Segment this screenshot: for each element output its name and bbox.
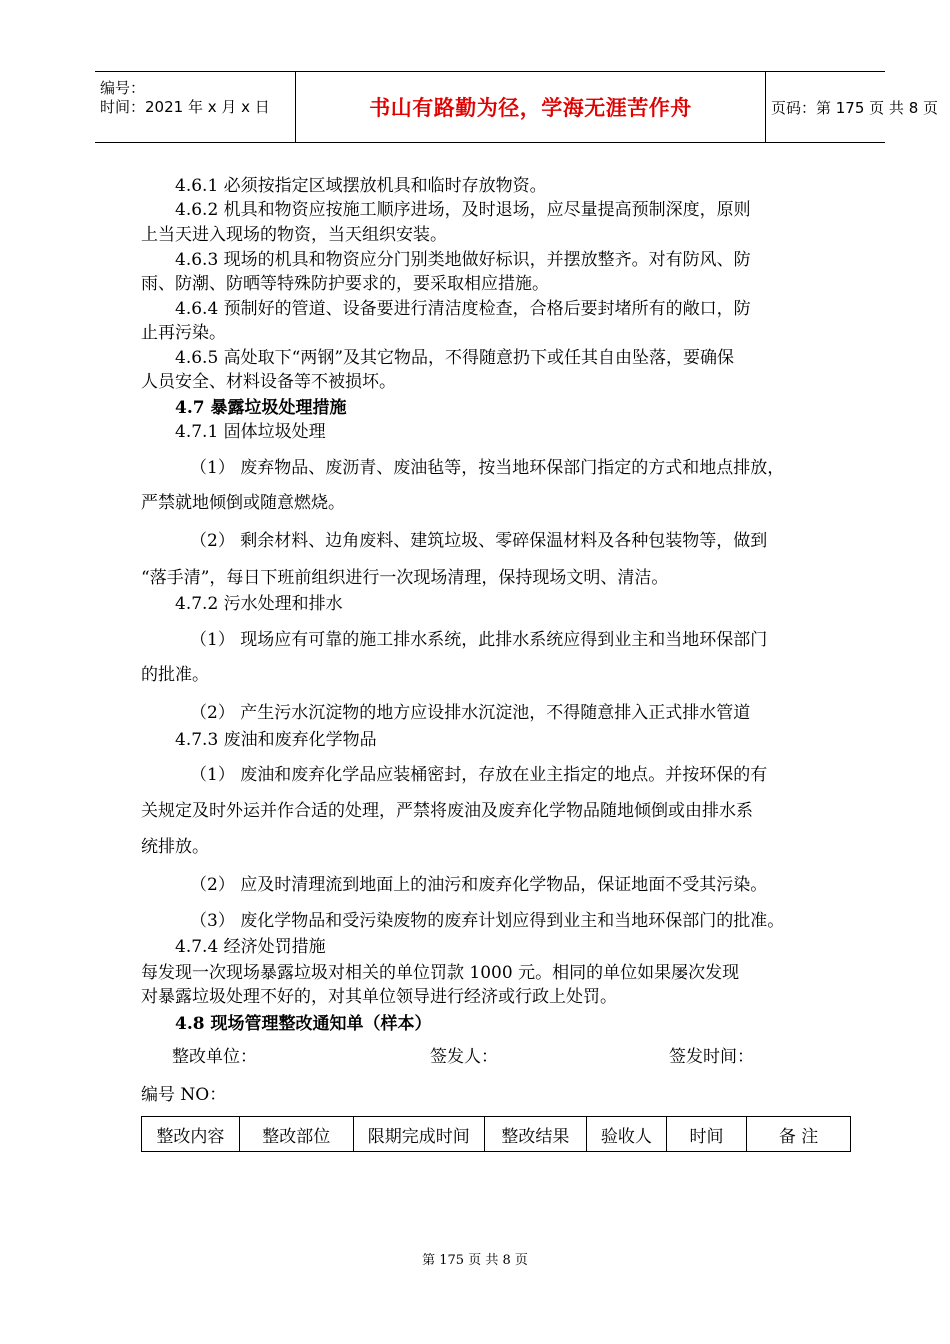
table-header-cell: 整改结果 xyxy=(485,1117,587,1152)
table-header-cell: 验收人 xyxy=(586,1117,666,1152)
paragraph-line: （2） 产生污水沉淀物的地方应设排水沉淀池，不得随意排入正式排水管道 xyxy=(190,703,751,723)
paragraph-line: （2） 剩余材料、边角废料、建筑垃圾、零碎保温材料及各种包装物等，做到 xyxy=(190,531,768,551)
serial-label: 编号： xyxy=(100,79,146,97)
section-heading: 4.8 现场管理整改通知单（样本） xyxy=(175,1014,432,1034)
time-label: 时间：2021 年 x 月 x 日 xyxy=(100,98,270,116)
page-header xyxy=(95,71,939,143)
form-field-issue-time: 签发时间： xyxy=(669,1047,754,1067)
subsection-heading: 4.7.1 固体垃圾处理 xyxy=(175,422,326,442)
rectification-table xyxy=(141,1116,851,1152)
paragraph-line: 雨、防潮、防晒等特殊防护要求的，要采取相应措施。 xyxy=(141,274,549,294)
table-header-cell: 限期完成时间 xyxy=(353,1117,484,1152)
paragraph-line: （1） 现场应有可靠的施工排水系统，此排水系统应得到业主和当地环保部门 xyxy=(190,630,768,650)
paragraph-line: 每发现一次现场暴露垃圾对相关的单位罚款 1000 元。相同的单位如果屡次发现 xyxy=(141,963,740,983)
paragraph-line: 止再污染。 xyxy=(141,323,226,343)
paragraph-line: “落手清”，每日下班前组织进行一次现场清理，保持现场文明、清洁。 xyxy=(141,568,669,588)
paragraph-line: 关规定及时外运并作合适的处理，严禁将废油及废弃化学物品随地倾倒或由排水系 xyxy=(141,801,753,821)
paragraph-line: 4.6.1 必须按指定区域摆放机具和临时存放物资。 xyxy=(175,176,547,196)
paragraph-line: 4.6.3 现场的机具和物资应分门别类地做好标识，并摆放整齐。对有防风、防 xyxy=(175,250,751,270)
header-left-cell xyxy=(95,72,295,142)
paragraph-line: 人员安全、材料设备等不被损坏。 xyxy=(141,372,396,392)
table-header-cell: 整改部位 xyxy=(239,1117,353,1152)
subsection-heading: 4.7.2 污水处理和排水 xyxy=(175,594,343,614)
paragraph-line: 的批准。 xyxy=(141,665,209,685)
paragraph-line: （3） 废化学物品和受污染废物的废弃计划应得到业主和当地环保部门的批准。 xyxy=(190,911,785,931)
paragraph-line: （2） 应及时清理流到地面上的油污和废弃化学物品，保证地面不受其污染。 xyxy=(190,875,768,895)
table-header-cell: 时间 xyxy=(666,1117,746,1152)
page-footer: 第 175 页 共 8 页 xyxy=(422,1253,528,1268)
subsection-heading: 4.7.3 废油和废弃化学物品 xyxy=(175,730,377,750)
motto-text: 书山有路勤为径，学海无涯苦作舟 xyxy=(369,96,692,120)
paragraph-line: 4.6.4 预制好的管道、设备要进行清洁度检查，合格后要封堵所有的敞口，防 xyxy=(175,299,751,319)
paragraph-line: 严禁就地倾倒或随意燃烧。 xyxy=(141,493,345,513)
header-page-cell xyxy=(765,72,939,142)
table-header-cell: 备 注 xyxy=(747,1117,851,1152)
paragraph-line: （1） 废油和废弃化学品应装桶密封，存放在业主指定的地点。并按环保的有 xyxy=(190,765,768,785)
serial-no-label: 编号 NO： xyxy=(141,1085,227,1105)
form-field-issuer: 签发人： xyxy=(430,1047,498,1067)
table-header-row xyxy=(142,1117,851,1152)
section-heading: 4.7 暴露垃圾处理措施 xyxy=(175,398,347,418)
paragraph-line: 统排放。 xyxy=(141,837,209,857)
paragraph-line: 对暴露垃圾处理不好的，对其单位领导进行经济或行政上处罚。 xyxy=(141,987,617,1007)
subsection-heading: 4.7.4 经济处罚措施 xyxy=(175,937,326,957)
paragraph-line: 4.6.5 高处取下“两钢”及其它物品，不得随意扔下或任其自由坠落，要确保 xyxy=(175,348,735,368)
paragraph-line: 4.6.2 机具和物资应按施工顺序进场，及时退场，应尽量提高预制深度，原则 xyxy=(175,200,751,220)
form-field-unit: 整改单位： xyxy=(172,1047,257,1067)
page-label: 页码：第 175 页 共 8 页 xyxy=(771,98,939,117)
header-motto-cell xyxy=(295,72,766,142)
paragraph-line: 上当天进入现场的物资，当天组织安装。 xyxy=(141,225,447,245)
table-header-cell: 整改内容 xyxy=(142,1117,240,1152)
paragraph-line: （1） 废弃物品、废沥青、废油毡等，按当地环保部门指定的方式和地点排放， xyxy=(190,458,785,478)
